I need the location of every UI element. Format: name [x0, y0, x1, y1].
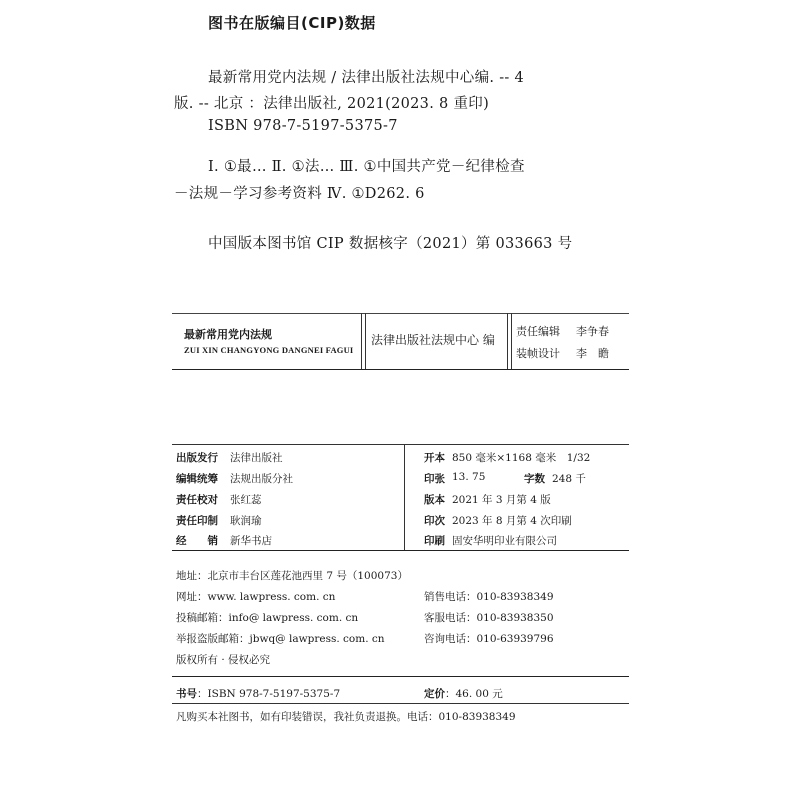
- contact-report-email: 举报盗版邮箱：jbwq@ lawpress. com. cn: [176, 633, 385, 645]
- footer-book-no-label: 书号: [176, 688, 197, 700]
- footer-price-value: ：46. 00 元: [445, 688, 503, 700]
- pub-right-label-1: 开本: [424, 452, 445, 464]
- card-divider-3: [507, 313, 508, 369]
- pub-top-rule: [172, 444, 629, 445]
- pub-left-value-3: 张红蕊: [230, 494, 262, 506]
- contact-rights: 版权所有 · 侵权必究: [176, 654, 271, 666]
- card-divider-4: [511, 313, 512, 369]
- card-bottom-rule: [172, 369, 629, 370]
- footer-book-no: [176, 686, 340, 701]
- contact-service-phone: 客服电话：010-83938350: [424, 612, 554, 624]
- pub-right-label-2: 印张: [424, 473, 445, 485]
- pub-right-label-3: 版本: [424, 494, 445, 506]
- contact-website: 网址：www. lawpress. com. cn: [176, 591, 336, 603]
- pub-bottom-rule: [172, 550, 629, 551]
- staff-name-design: 李 瞻: [576, 347, 609, 360]
- contact-address: 地址：北京市丰台区莲花池西里 7 号（100073）: [176, 570, 408, 582]
- cip-class-line-1: Ⅰ. ①最… Ⅱ. ①法… Ⅲ. ①中国共产党－纪律检查: [208, 159, 525, 175]
- footer-price-label: 定价: [424, 688, 445, 700]
- book-title: 最新常用党内法规: [184, 328, 272, 341]
- pub-left-label-1: 出版发行: [176, 452, 218, 464]
- footer-middle-rule: [172, 703, 629, 704]
- cip-isbn: ISBN 978-7-5197-5375-7: [208, 118, 398, 134]
- pub-right-value-5: 固安华明印业有限公司: [452, 535, 557, 547]
- pub-left-label-4: 责任印制: [176, 515, 218, 527]
- pub-right-value-2: 13. 75: [452, 471, 486, 483]
- footer-price: [424, 686, 503, 701]
- card-divider-2: [365, 313, 366, 369]
- pub-right-value-2b: 248 千: [552, 473, 586, 485]
- contact-submit-email: 投稿邮箱：info@ lawpress. com. cn: [176, 612, 359, 624]
- cip-heading: 图书在版编目(CIP)数据: [208, 14, 376, 32]
- cip-line-2: 版. -- 北京 ：法律出版社, 2021(2023. 8 重印): [174, 96, 490, 112]
- pub-right-label-4: 印次: [424, 515, 445, 527]
- contact-sales-phone: 销售电话：010-83938349: [424, 591, 554, 603]
- cip-class-line-2: －法规－学习参考资料 Ⅳ. ①D262. 6: [174, 186, 425, 202]
- pub-left-label-5: 经 销: [176, 535, 218, 547]
- contact-consult-phone: 咨询电话：010-63939796: [424, 633, 554, 645]
- pub-column-divider: [404, 444, 405, 550]
- pub-right-label-2b: 字数: [524, 473, 545, 485]
- footer-book-no-value: ：ISBN 978-7-5197-5375-7: [197, 688, 341, 700]
- card-top-rule: [172, 313, 629, 314]
- pub-left-value-2: 法规出版分社: [230, 473, 293, 485]
- staff-label-editor: 责任编辑: [516, 325, 560, 338]
- cip-number: 中国版本图书馆 CIP 数据核字（2021）第 033663 号: [208, 236, 573, 252]
- pub-right-value-1: 850 毫米×1168 毫米 1/32: [452, 452, 591, 464]
- pub-left-value-4: 耿润瑜: [230, 515, 262, 527]
- book-pinyin: ZUI XIN CHANGYONG DANGNEI FAGUI: [184, 345, 354, 355]
- pub-right-value-3: 2021 年 3 月第 4 版: [452, 494, 551, 506]
- card-divider-1: [361, 313, 362, 369]
- footer-notice: 凡购买本社图书，如有印装错误，我社负责退换。电话：010-83938349: [176, 711, 516, 723]
- cip-line-1: 最新常用党内法规 / 法律出版社法规中心编. -- 4: [208, 70, 525, 86]
- pub-left-label-3: 责任校对: [176, 494, 218, 506]
- staff-name-editor: 李争春: [576, 325, 609, 338]
- editor-org: 法律出版社法规中心 编: [371, 333, 495, 347]
- pub-right-value-4: 2023 年 8 月第 4 次印刷: [452, 515, 572, 527]
- pub-left-value-5: 新华书店: [230, 535, 272, 547]
- footer-top-rule: [172, 676, 629, 677]
- pub-left-value-1: 法律出版社: [230, 452, 283, 464]
- staff-label-design: 装帧设计: [516, 347, 560, 360]
- pub-left-label-2: 编辑统筹: [176, 473, 218, 485]
- pub-right-label-5: 印刷: [424, 535, 445, 547]
